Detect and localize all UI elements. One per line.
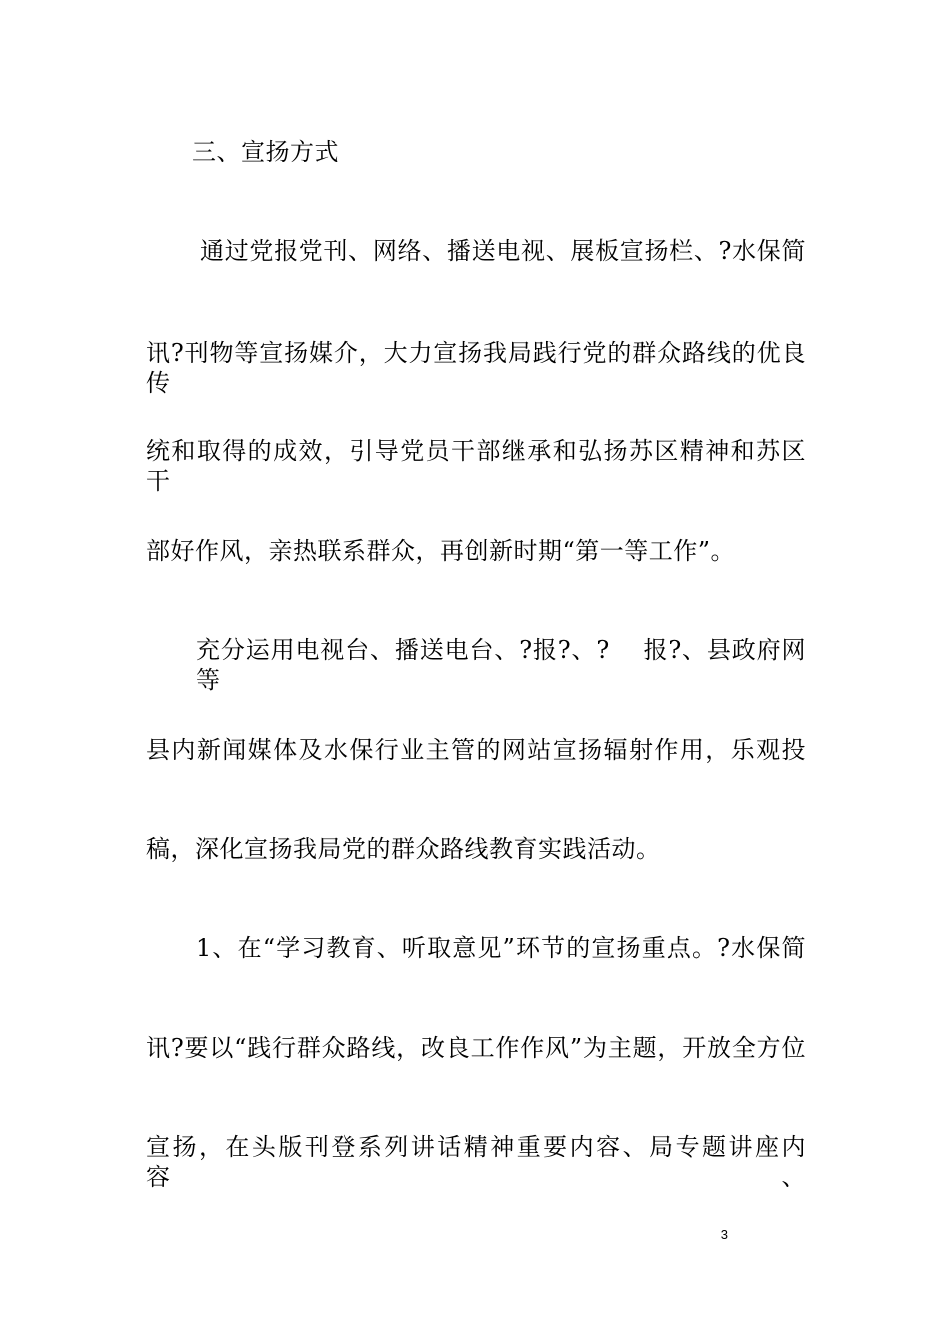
section-heading: 三、宣扬方式 [192,138,339,166]
paragraph-line-6: 县内新闻媒体及水保行业主管的网站宣扬辐射作用，乐观投 [146,736,806,764]
paragraph-line-4: 部好作风，亲热联系群众，再创新时期“第一等工作”。 [146,537,736,565]
paragraph-line-3: 统和取得的成效，引导党员干部继承和弘扬苏区精神和苏区干 [146,437,806,495]
paragraph-line-9: 讯?要以“践行群众路线，改良工作作风”为主题，开放全方位 [146,1034,806,1062]
page-number: 3 [720,1227,728,1242]
paragraph-line-2: 讯?刊物等宣扬媒介，大力宣扬我局践行党的群众路线的优良传 [146,339,806,397]
paragraph-line-1: 通过党报党刊、网络、播送电视、展板宣扬栏、?水保简 [200,237,806,265]
paragraph-line-5: 充分运用电视台、播送电台、?报?、? 报?、县政府网等 [196,636,806,694]
paragraph-line-10: 宣扬，在头版刊登系列讲话精神重要内容、局专题讲座内容、 [146,1133,806,1191]
paragraph-line-8: 1、在“学习教育、听取意见”环节的宣扬重点。?水保简 [196,934,806,962]
paragraph-line-7: 稿，深化宣扬我局党的群众路线教育实践活动。 [146,835,661,863]
